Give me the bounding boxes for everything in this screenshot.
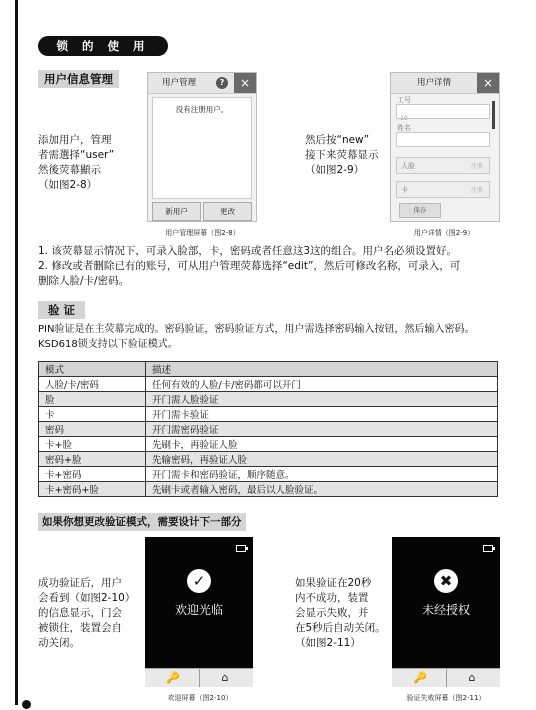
face-row[interactable]	[396, 157, 490, 174]
mode-cell: 人脸/卡/密码	[39, 377, 146, 392]
key-icon[interactable]: 🔑	[166, 671, 180, 684]
desc-cell: 先刷卡或者输入密码，最后以人脸验证。	[146, 482, 498, 497]
home-icon[interactable]: ⌂	[468, 671, 476, 684]
close-icon[interactable]: ×	[234, 73, 256, 93]
close-icon[interactable]: ×	[477, 73, 499, 93]
section-title-user-mgmt: 用户信息管理	[38, 70, 119, 88]
section-title-verify: 验 证	[38, 301, 85, 319]
save-button[interactable]: 保存	[399, 203, 441, 218]
user-mgmt-middle-desc: 然后按“new” 接下来荧幕显示 （如图2-9）	[305, 134, 379, 176]
mode-cell: 密码	[39, 422, 146, 437]
caption-fig-2-9: 用户详情（图2-9）	[413, 229, 475, 237]
face-register-value: 注册	[470, 163, 483, 170]
screen-button-row	[152, 202, 252, 219]
mode-cell: 脸	[39, 392, 146, 407]
page-dot	[22, 700, 31, 709]
screen-title: 用户详情	[417, 78, 452, 88]
table-row	[39, 377, 498, 392]
screen-bottom-bar	[392, 668, 500, 687]
desc-cell: 先输密码，再验证人脸	[146, 452, 498, 467]
note-1: 1. 该荧幕显示情况下，可录入脸部，卡，密码或者任意这3这的组合。用户名必须设置好。	[38, 245, 458, 257]
caption-fig-2-11: 验证失败屏幕（图2-11）	[406, 694, 486, 702]
table-row	[39, 452, 498, 467]
verify-desc: PIN验证是在主荧幕完成的。密码验证，密码验证方式，用户需选择密码输入按钮，然后输入密码。 KSD618锁支持以下验证模式。	[38, 324, 475, 350]
table-row	[39, 422, 498, 437]
screen-title-bar	[391, 73, 499, 94]
unauthorized-text: 未经授权	[421, 603, 470, 617]
header-desc: 描述	[146, 362, 498, 377]
header-mode: 模式	[39, 362, 146, 377]
caption-fig-2-10: 欢迎屏幕（图2-10）	[167, 694, 233, 702]
mode-cell: 卡	[39, 407, 146, 422]
mode-cell: 密码+脸	[39, 452, 146, 467]
table-row	[39, 407, 498, 422]
desc-cell: 任何有效的人脸/卡/密码都可以开门	[146, 377, 498, 392]
table-row	[39, 467, 498, 482]
table-row	[39, 392, 498, 407]
work-id-value: 10	[400, 115, 408, 122]
user-mgmt-left-desc: 添加用户，管理 者需選择“user” 然後荧幕顯示 （如图2-8）	[38, 134, 115, 191]
work-id-field[interactable]	[396, 104, 490, 122]
change-button[interactable]: 更改	[203, 202, 252, 221]
note-2: 2. 修改或者删除已有的账号，可从用户管理荧幕选择“edit”，然后可修改名称，可录入，可 删除人脸/卡/密码。	[38, 260, 461, 287]
desc-cell: 开门需卡和密码验证，顺序随意。	[146, 467, 498, 482]
desc-cell: 开门需密码验证	[146, 422, 498, 437]
new-user-button[interactable]: 新用户	[152, 202, 201, 221]
mode-cell: 卡+脸	[39, 437, 146, 452]
battery-icon	[483, 545, 493, 552]
card-row[interactable]	[396, 181, 490, 198]
home-icon[interactable]: ⌂	[221, 671, 229, 684]
screen-body	[152, 97, 252, 199]
help-icon[interactable]: ?	[216, 77, 228, 89]
table-header-row	[39, 362, 498, 377]
table-row	[39, 482, 498, 497]
desc-cell: 开门需卡验证	[146, 407, 498, 422]
card-label: 卡	[401, 186, 408, 194]
check-circle-icon: ✓	[187, 569, 211, 593]
page-margin-bar	[15, 0, 18, 705]
section-title-change-mode: 如果你想更改验证模式，需要设计下一部分	[38, 513, 246, 531]
battery-icon	[236, 545, 246, 552]
mode-cell: 卡+密码+脸	[39, 482, 146, 497]
x-circle-icon: ✖	[434, 569, 458, 593]
key-icon[interactable]: 🔑	[413, 671, 427, 684]
user-detail-screen	[390, 72, 500, 222]
mode-cell: 卡+密码	[39, 467, 146, 482]
screen-title: 用户管理	[162, 78, 197, 88]
chapter-pill: 锁 的 使 用	[38, 36, 168, 56]
screen-bottom-bar	[145, 668, 253, 687]
empty-message: 没有注册用户。	[175, 105, 229, 114]
unauthorized-screen	[392, 537, 500, 687]
welcome-text: 欢迎光临	[174, 603, 223, 617]
scrollbar[interactable]	[492, 101, 495, 129]
desc-cell: 开门需人脸验证	[146, 392, 498, 407]
name-label: 姓名	[397, 124, 411, 132]
user-mgmt-screen	[147, 72, 257, 222]
fail-desc: 如果验证在20秒 内不成功，装置 会显示失败，并 在5秒后自动关闭。 （如图2-11）	[295, 577, 386, 649]
welcome-screen	[145, 537, 253, 687]
card-register-value: 注册	[470, 187, 483, 194]
success-desc: 成功验证后，用户 会看到（如图2-10） 的信息显示，门会 被锁住，装置会自 动关闭。	[38, 577, 136, 649]
desc-cell: 先刷卡，再验证人脸	[146, 437, 498, 452]
verification-mode-table	[38, 361, 498, 497]
face-label: 人脸	[401, 162, 415, 170]
caption-fig-2-8: 用户管理屏幕（图2-8）	[165, 229, 240, 237]
work-id-label: 工号	[397, 96, 411, 104]
name-field[interactable]	[396, 132, 490, 147]
screen-title-bar	[148, 73, 256, 94]
table-row	[39, 437, 498, 452]
